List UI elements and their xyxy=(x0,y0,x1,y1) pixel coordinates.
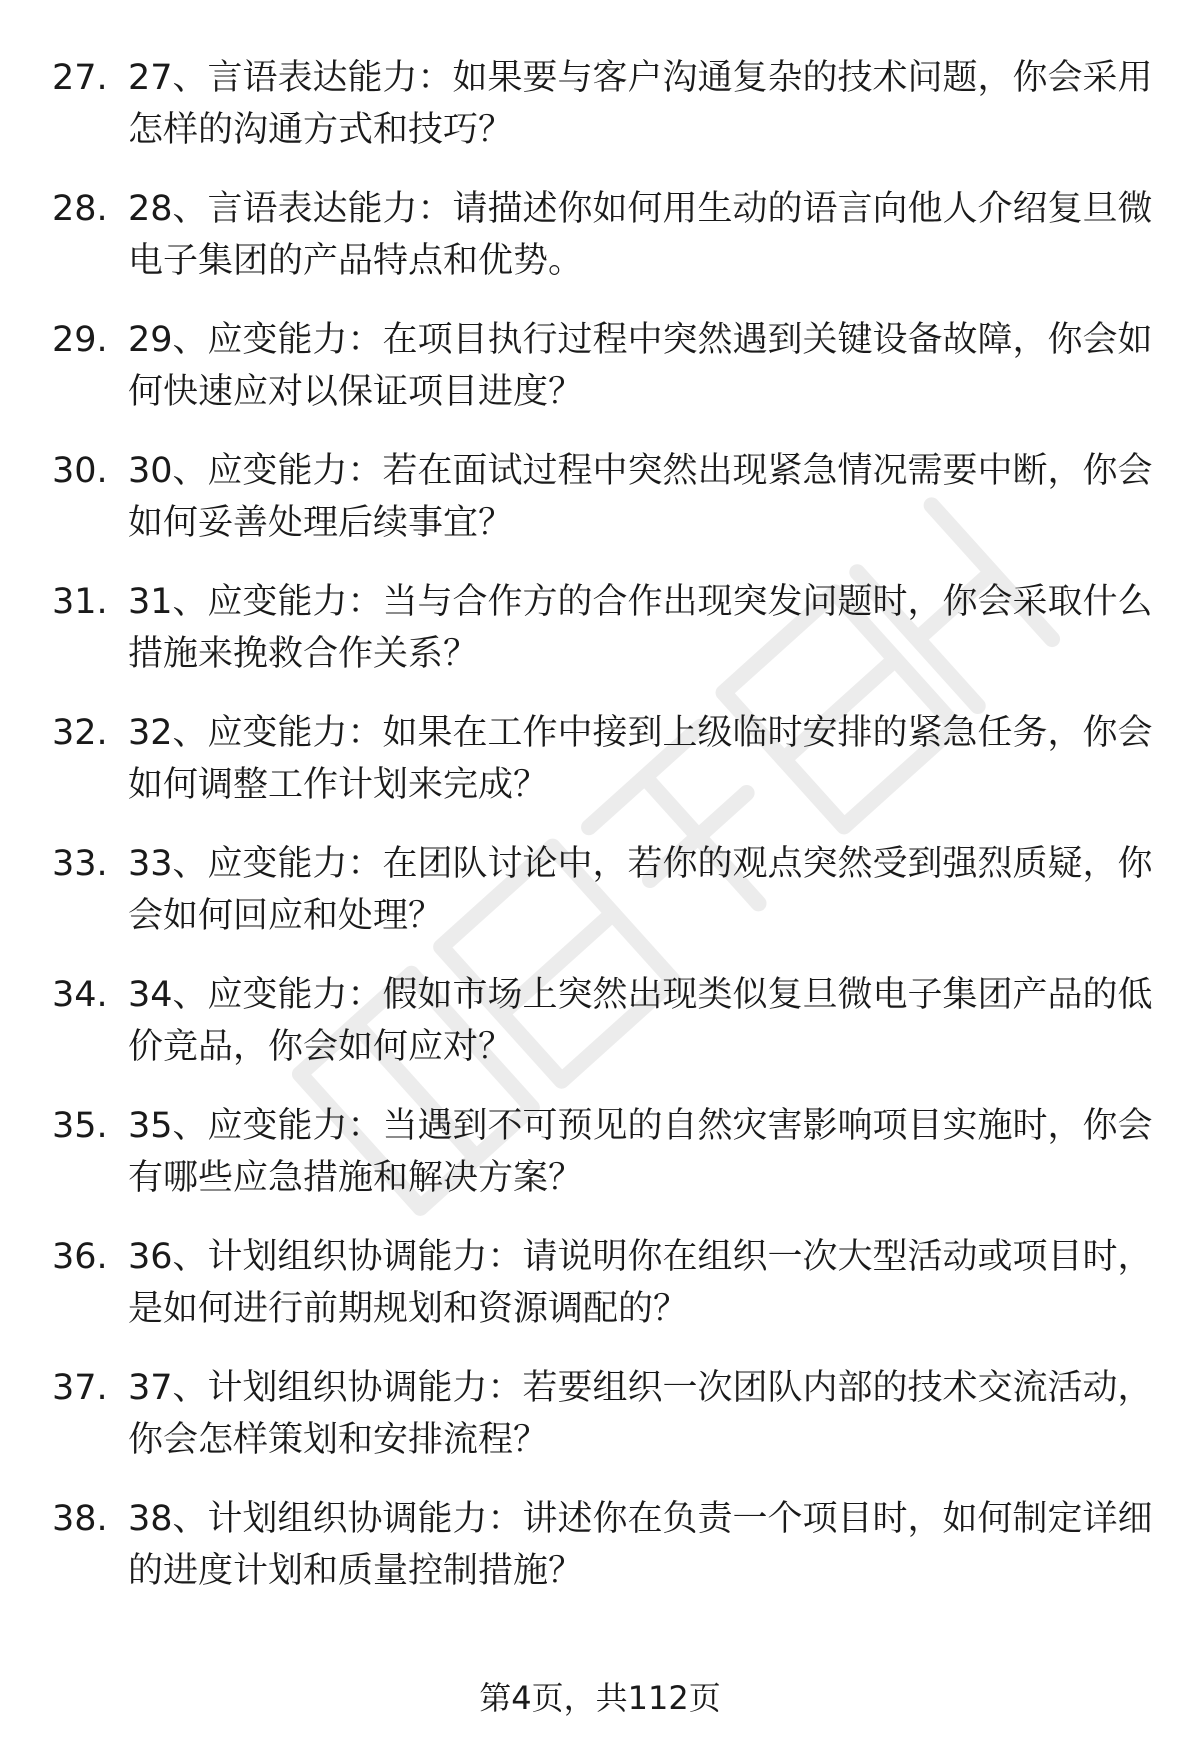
list-item xyxy=(0,1362,1200,1493)
list-item xyxy=(0,314,1200,445)
page-number-footer: 第4页，共112页 xyxy=(479,1679,721,1717)
item-number: 31. xyxy=(52,582,108,622)
item-number: 30. xyxy=(52,451,108,491)
list-item xyxy=(0,183,1200,314)
list-item xyxy=(0,445,1200,576)
list-item xyxy=(0,576,1200,707)
list-item xyxy=(0,1100,1200,1231)
question-text: 30、应变能力：若在面试过程中突然出现紧急情况需要中断，你会如何妥善处理后续事宜？ xyxy=(128,451,1153,543)
item-number: 36. xyxy=(52,1237,108,1277)
item-number: 29. xyxy=(52,320,108,360)
item-number: 32. xyxy=(52,713,108,753)
list-item xyxy=(0,707,1200,838)
question-text: 35、应变能力：当遇到不可预见的自然灾害影响项目实施时，你会有哪些应急措施和解决方案？ xyxy=(128,1106,1153,1198)
question-text: 31、应变能力：当与合作方的合作出现突发问题时，你会采取什么措施来挽救合作关系？ xyxy=(128,582,1153,674)
question-text: 27、言语表达能力：如果要与客户沟通复杂的技术问题，你会采用怎样的沟通方式和技巧？ xyxy=(128,58,1153,150)
item-number: 33. xyxy=(52,844,108,884)
list-item xyxy=(0,969,1200,1100)
question-text: 37、计划组织协调能力：若要组织一次团队内部的技术交流活动，你会怎样策划和安排流程？ xyxy=(128,1368,1153,1460)
question-text: 36、计划组织协调能力：请说明你在组织一次大型活动或项目时，是如何进行前期规划和资源调配的？ xyxy=(128,1237,1153,1329)
list-item xyxy=(0,1231,1200,1362)
item-number: 37. xyxy=(52,1368,108,1408)
question-text: 28、言语表达能力：请描述你如何用生动的语言向他人介绍复旦微电子集团的产品特点和优势。 xyxy=(128,189,1153,281)
item-number: 38. xyxy=(52,1499,108,1539)
item-number: 28. xyxy=(52,189,108,229)
question-text: 29、应变能力：在项目执行过程中突然遇到关键设备故障，你会如何快速应对以保证项目进度？ xyxy=(128,320,1153,412)
question-text: 38、计划组织协调能力：讲述你在负责一个项目时，如何制定详细的进度计划和质量控制措施？ xyxy=(128,1499,1153,1591)
list-item xyxy=(0,838,1200,969)
question-text: 32、应变能力：如果在工作中接到上级临时安排的紧急任务，你会如何调整工作计划来完成？ xyxy=(128,713,1153,805)
list-item xyxy=(0,52,1200,183)
question-text: 33、应变能力：在团队讨论中，若你的观点突然受到强烈质疑，你会如何回应和处理？ xyxy=(128,844,1153,936)
item-number: 27. xyxy=(52,58,108,98)
question-text: 34、应变能力：假如市场上突然出现类似复旦微电子集团产品的低价竞品，你会如何应对？ xyxy=(128,975,1153,1067)
item-number: 34. xyxy=(52,975,108,1015)
list-item xyxy=(0,1493,1200,1624)
item-number: 35. xyxy=(52,1106,108,1146)
question-list xyxy=(0,52,1200,1624)
